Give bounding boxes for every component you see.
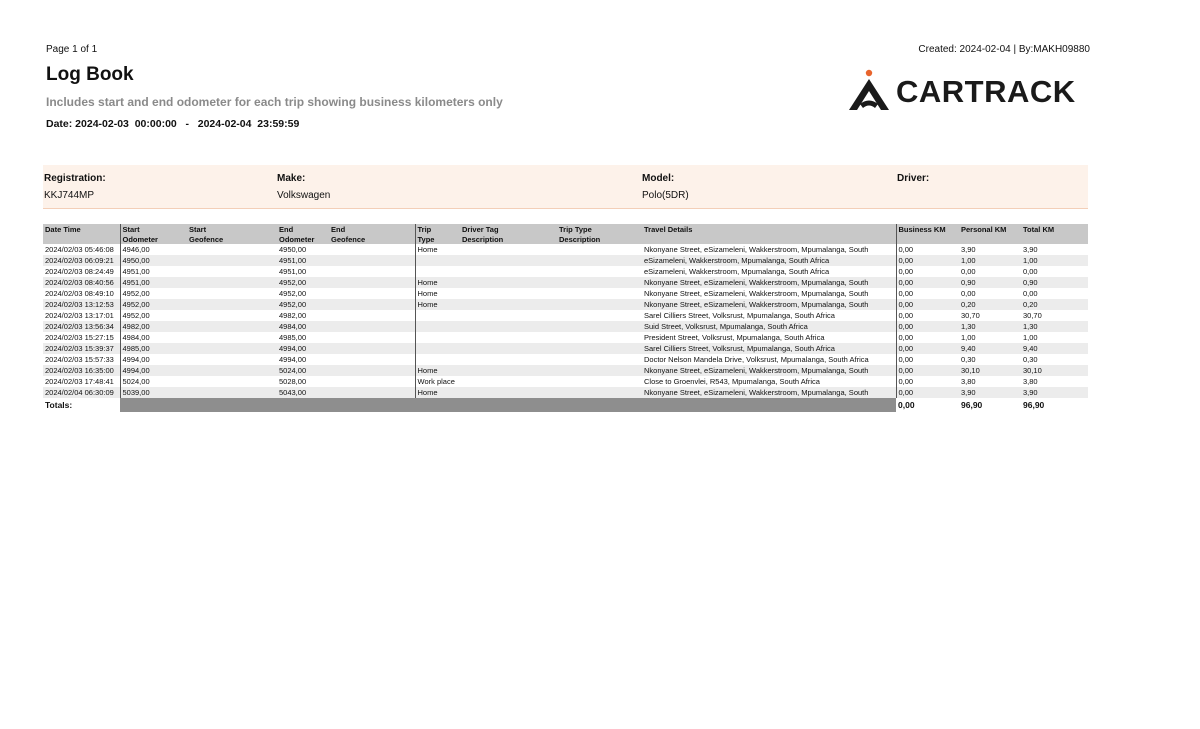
cell-start-geofence [187,376,277,387]
cell-travel-details: Sarel Cilliers Street, Volksrust, Mpumalanga, South Africa [642,343,896,354]
header-driver-tag: Driver Tag Description [460,224,557,244]
cell-end-odometer: 4950,00 [279,245,307,254]
cell-end-geofence [329,387,415,398]
cell-business-km: 0,00 [896,354,959,365]
make-label: Make: [277,173,306,184]
cell-personal-km: 9,40 [959,343,1021,354]
cell-end-geofence [329,376,415,387]
cell-personal-km: 3,90 [959,387,1021,398]
cell-end-odometer: 4952,00 [277,277,329,288]
table-row [43,277,1088,288]
cell-personal-km: 1,00 [961,333,976,342]
table-row [43,354,1088,365]
cell-trip-type-description [557,321,642,332]
cell-start-odometer: 5024,00 [120,376,187,387]
cell-start-geofence [187,354,277,365]
totals-total-km: 96,90 [1021,398,1088,412]
cell-travel-details: Nkonyane Street, eSizameleni, Wakkerstroom, Mpumalanga, South [642,387,896,398]
header-trip-type-description: Trip Type Description [557,224,642,244]
driver-label: Driver: [897,173,930,184]
cell-total-km: 1,00 [1023,333,1038,342]
cell-start-geofence [187,288,277,299]
page-title: Log Book [46,64,134,85]
cell-trip-type-description [557,288,642,299]
model-value: Polo(5DR) [642,190,689,201]
cell-start-geofence [187,255,277,266]
totals-row [43,398,1088,412]
cell-start-geofence [187,387,277,398]
cell-business-km: 0,00 [896,376,959,387]
cell-start-geofence [187,277,277,288]
cell-end-geofence [329,255,415,266]
cell-travel-details: Nkonyane Street, eSizameleni, Wakkerstroom, Mpumalanga, South [644,289,869,298]
cell-business-km: 0,00 [896,255,959,266]
cell-start-odometer: 4994,00 [120,365,187,376]
cell-trip-type-description [557,354,642,365]
cell-total-km: 3,90 [1023,245,1038,254]
table-row [43,387,1088,398]
created-info: Created: 2024-02-04 | By:MAKH09880 [918,44,1090,55]
table-row [43,299,1088,310]
cell-business-km: 0,00 [896,332,959,343]
cell-end-odometer: 4994,00 [279,355,307,364]
cell-start-geofence [187,310,277,321]
make-value: Volkswagen [277,190,331,201]
cell-end-geofence [329,321,415,332]
cell-start-geofence [187,365,277,376]
cell-end-geofence [329,354,415,365]
cell-trip-type [415,310,460,321]
cell-date-time: 2024/02/03 13:56:34 [43,321,120,332]
totals-spacer [120,398,896,412]
cell-start-odometer: 4951,00 [120,266,187,277]
cell-driver-tag [460,244,557,255]
cell-date-time: 2024/02/03 17:48:41 [45,377,114,386]
cell-total-km: 30,10 [1021,365,1088,376]
cell-business-km: 0,00 [896,387,959,398]
cell-date-time: 2024/02/03 08:40:56 [43,277,120,288]
cell-end-odometer: 4984,00 [277,321,329,332]
cell-driver-tag [460,343,557,354]
cell-start-odometer: 4946,00 [120,244,187,255]
cell-trip-type-description [557,299,642,310]
cell-date-time: 2024/02/03 06:09:21 [43,255,120,266]
header-travel-details: Travel Details [642,224,896,244]
cell-driver-tag [460,332,557,343]
cell-trip-type-description [557,343,642,354]
cell-travel-details: Sarel Cilliers Street, Volksrust, Mpumalanga, South Africa [644,311,835,320]
cell-business-km: 0,00 [896,321,959,332]
registration-label: Registration: [44,173,106,184]
cell-driver-tag [460,376,557,387]
cell-date-time: 2024/02/04 06:30:09 [43,387,120,398]
cell-date-time: 2024/02/03 08:24:49 [45,267,114,276]
cell-driver-tag [460,255,557,266]
totals-label: Totals: [43,398,120,412]
cell-travel-details: Close to Groenvlei, R543, Mpumalanga, South Africa [644,377,820,386]
cartrack-arrow-icon [846,68,892,114]
cartrack-logo [846,68,1090,114]
cell-driver-tag [460,321,557,332]
cell-start-geofence [187,332,277,343]
cell-end-odometer: 5024,00 [277,365,329,376]
page-subtitle: Includes start and end odometer for each trip showing business kilometers only [46,95,503,109]
cell-end-odometer: 5028,00 [279,377,307,386]
cell-travel-details: eSizameleni, Wakkerstroom, Mpumalanga, South Africa [644,267,830,276]
cell-personal-km: 0,90 [959,277,1021,288]
cell-trip-type [415,255,460,266]
cell-trip-type: Work place [417,377,455,386]
date-range: Date: 2024-02-03 00:00:00 - 2024-02-04 23:59:59 [46,118,300,130]
cell-total-km: 3,90 [1021,387,1088,398]
cell-trip-type [415,332,460,343]
page-number: Page 1 of 1 [46,44,98,55]
cell-trip-type-description [557,255,642,266]
cell-end-geofence [329,310,415,321]
table-row [43,343,1088,354]
cell-trip-type-description [557,277,642,288]
cell-start-geofence [187,321,277,332]
cell-driver-tag [460,266,557,277]
cell-end-odometer: 4952,00 [277,299,329,310]
header-trip-type: Trip Type [415,224,460,244]
cell-trip-type-description [557,266,642,277]
header-end-odometer: End Odometer [277,224,329,244]
cell-start-geofence [187,244,277,255]
cell-driver-tag [460,387,557,398]
table-row [43,310,1088,321]
vehicle-info-panel [43,165,1088,209]
cell-date-time: 2024/02/03 16:35:00 [43,365,120,376]
cell-business-km: 0,00 [896,343,959,354]
cell-travel-details: eSizameleni, Wakkerstroom, Mpumalanga, South Africa [642,255,896,266]
header-start-geofence: Start Geofence [187,224,277,244]
cell-total-km: 0,00 [1023,267,1038,276]
cell-trip-type: Home [415,387,460,398]
cell-trip-type-description [557,376,642,387]
cell-personal-km: 30,70 [961,311,980,320]
model-label: Model: [642,173,675,184]
cell-personal-km: 0,00 [961,267,976,276]
cell-business-km: 0,00 [896,277,959,288]
cell-end-geofence [329,244,415,255]
header-date-time: Date Time [43,224,120,244]
cell-business-km: 0,00 [896,365,959,376]
cell-end-odometer: 4952,00 [279,289,307,298]
cell-end-geofence [329,365,415,376]
table-row [43,365,1088,376]
cell-trip-type-description [557,310,642,321]
cell-driver-tag [460,299,557,310]
cell-end-odometer: 4994,00 [277,343,329,354]
cell-total-km: 0,00 [1023,289,1038,298]
cell-trip-type: Home [417,245,438,254]
cell-end-geofence [329,288,415,299]
table-header-row [43,224,1088,244]
table-row [43,321,1088,332]
cell-driver-tag [460,310,557,321]
cell-trip-type [415,343,460,354]
cell-date-time: 2024/02/03 13:12:53 [43,299,120,310]
cell-trip-type [415,266,460,277]
cell-end-geofence [329,299,415,310]
table-row [43,332,1088,343]
table-row [43,376,1088,387]
cell-total-km: 0,20 [1021,299,1088,310]
cell-total-km: 30,70 [1023,311,1042,320]
header-end-geofence: End Geofence [329,224,415,244]
cell-total-km: 3,80 [1023,377,1038,386]
cell-personal-km: 0,00 [961,289,976,298]
cell-start-odometer: 4951,00 [120,277,187,288]
cell-business-km: 0,00 [896,310,959,321]
cell-travel-details: Suid Street, Volksrust, Mpumalanga, South Africa [642,321,896,332]
cell-start-odometer: 5039,00 [120,387,187,398]
header-business-km: Business KM [896,224,959,244]
cell-start-odometer: 4994,00 [120,354,187,365]
table-row [43,266,1088,277]
cell-trip-type-description [557,244,642,255]
cell-start-odometer: 4952,00 [120,310,187,321]
cell-business-km: 0,00 [896,266,959,277]
cell-business-km: 0,00 [896,244,959,255]
cell-date-time: 2024/02/03 05:46:08 [45,245,114,254]
cell-personal-km: 1,00 [959,255,1021,266]
cell-personal-km: 3,80 [961,377,976,386]
header-total-km: Total KM [1021,224,1088,244]
cell-end-geofence [329,343,415,354]
cell-start-geofence [187,343,277,354]
cell-start-geofence [187,266,277,277]
cell-total-km: 1,00 [1021,255,1088,266]
cell-driver-tag [460,288,557,299]
cell-travel-details: Nkonyane Street, eSizameleni, Wakkerstroom, Mpumalanga, South [642,299,896,310]
totals-business-km: 0,00 [896,398,959,412]
cell-travel-details: President Street, Volksrust, Mpumalanga, South Africa [644,333,825,342]
cell-travel-details: Doctor Nelson Mandela Drive, Volksrust, Mpumalanga, South Africa [644,355,869,364]
cell-trip-type: Home [417,289,438,298]
cell-end-odometer: 4985,00 [279,333,307,342]
cell-trip-type-description [557,332,642,343]
cell-personal-km: 3,90 [961,245,976,254]
cell-start-odometer: 4952,00 [120,288,187,299]
cell-end-odometer: 5043,00 [277,387,329,398]
cell-trip-type: Home [415,277,460,288]
cell-date-time: 2024/02/03 08:49:10 [45,289,114,298]
cell-date-time: 2024/02/03 15:27:15 [45,333,114,342]
cell-driver-tag [460,354,557,365]
cell-trip-type [415,321,460,332]
cell-end-odometer: 4982,00 [279,311,307,320]
header-personal-km: Personal KM [959,224,1021,244]
cell-total-km: 0,90 [1021,277,1088,288]
cell-trip-type-description [557,365,642,376]
table-row [43,244,1088,255]
cell-date-time: 2024/02/03 13:17:01 [45,311,114,320]
cell-trip-type [415,354,460,365]
cell-personal-km: 1,30 [959,321,1021,332]
cell-start-geofence [187,299,277,310]
cell-driver-tag [460,277,557,288]
cell-total-km: 1,30 [1021,321,1088,332]
cell-end-odometer: 4951,00 [277,255,329,266]
cell-trip-type-description [557,387,642,398]
cell-driver-tag [460,365,557,376]
table-row [43,288,1088,299]
cell-date-time: 2024/02/03 15:57:33 [45,355,114,364]
cell-personal-km: 0,20 [959,299,1021,310]
cell-end-odometer: 4951,00 [279,267,307,276]
cell-personal-km: 30,10 [959,365,1021,376]
cell-total-km: 9,40 [1021,343,1088,354]
cell-travel-details: Nkonyane Street, eSizameleni, Wakkerstroom, Mpumalanga, South [642,365,896,376]
log-table [43,224,1089,412]
cell-end-geofence [329,332,415,343]
logo-wordmark: CARTRACK [896,74,1076,109]
registration-value: KKJ744MP [44,190,95,201]
cell-travel-details: Nkonyane Street, eSizameleni, Wakkerstroom, Mpumalanga, South [644,245,869,254]
table-row [43,255,1088,266]
cell-date-time: 2024/02/03 15:39:37 [43,343,120,354]
totals-personal-km: 96,90 [959,398,1021,412]
cell-start-odometer: 4985,00 [120,343,187,354]
cell-end-geofence [329,266,415,277]
cell-trip-type: Home [415,299,460,310]
header-start-odometer: Start Odometer [120,224,187,244]
cell-business-km: 0,00 [896,288,959,299]
cell-personal-km: 0,30 [961,355,976,364]
cell-start-odometer: 4982,00 [120,321,187,332]
cell-travel-details: Nkonyane Street, eSizameleni, Wakkerstroom, Mpumalanga, South [642,277,896,288]
cell-start-odometer: 4952,00 [120,299,187,310]
cell-start-odometer: 4950,00 [120,255,187,266]
cell-total-km: 0,30 [1023,355,1038,364]
cell-business-km: 0,00 [896,299,959,310]
cell-trip-type: Home [415,365,460,376]
cell-start-odometer: 4984,00 [120,332,187,343]
cell-end-geofence [329,277,415,288]
